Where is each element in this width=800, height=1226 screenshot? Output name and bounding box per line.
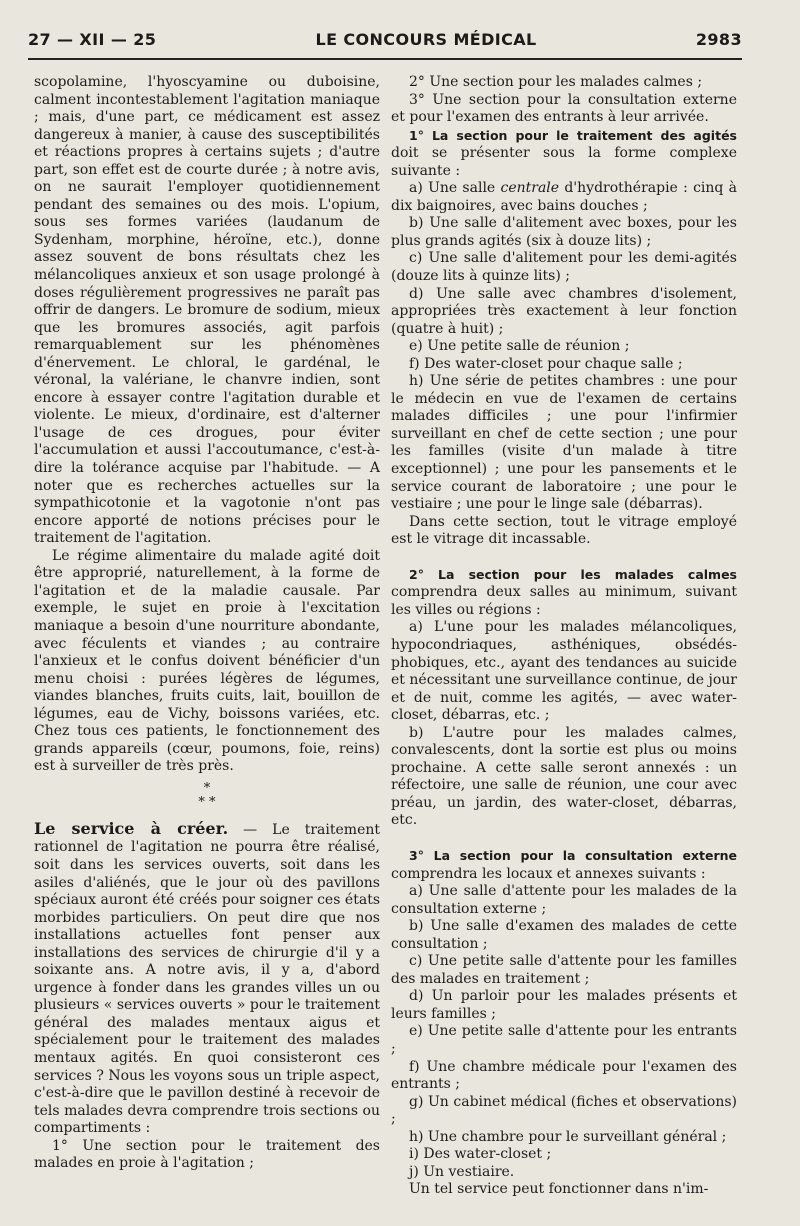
item-reunion: e) Une petite salle de réunion ; <box>409 338 630 355</box>
paragraph-section-one: 1° Une section pour le traitement des malades en proie à l'agitation ; <box>34 1137 380 1172</box>
item-convalescents: b) L'autre pour les malades calmes, convalescents, dont la sortie est plus ou moins prochaine. A cette salle seront annexés : un réfectoire, une salle de réunion, une cour avec préau, un jardin, des water-closet, débarras, etc. <box>391 724 737 829</box>
list-line-consultation: 3° Une section pour la consultation externe et pour l'examen des entrants à leur arrivée. <box>391 91 737 126</box>
item-alitement-demi: c) Une salle d'alitement pour les demi-agités (douze lits à quinze lits) ; <box>391 250 737 285</box>
item-attente-familles: c) Une petite salle d'attente pour les familles des malades en traitement ; <box>391 953 737 987</box>
section-consultation-intro <box>391 847 737 883</box>
item-a-prefix: a) Une salle <box>409 180 496 197</box>
section-calmes-heading: 2° La section pour les malades calmes <box>409 566 737 582</box>
section-agites-intro <box>391 127 737 181</box>
item-alitement-boxes: b) Une salle d'alitement avec boxes, pour les plus grands agités (six à douze lits) ; <box>391 215 737 249</box>
section-consultation-intro-text: comprendra les locaux et annexes suivants : <box>391 865 706 882</box>
item-chambre-medicale: f) Une chambre médicale pour l'examen des entrants ; <box>391 1058 737 1093</box>
item-isolement: d) Une salle avec chambres d'isolement, appropriées très exactement à leur fonction (quatre à huit) ; <box>391 285 737 337</box>
item-attente-externe: a) Une salle d'attente pour les malades de la consultation externe ; <box>391 883 737 917</box>
item-cabinet-medical: g) Un cabinet médical (fiches et observations) ; <box>391 1093 737 1128</box>
running-header <box>28 30 742 56</box>
item-water-closet-2: i) Des water-closet ; <box>409 1146 552 1163</box>
item-a-suffix: d'hydrothérapie : cinq à dix baignoires, avec bains douches ; <box>391 180 737 214</box>
item-attente-entrants: e) Une petite salle d'attente pour les entrants ; <box>391 1023 737 1057</box>
separator-stars-bottom: * * <box>198 794 216 810</box>
header-rule <box>28 58 742 60</box>
paragraph-service-text: — Le traitement rationnel de l'agitation ne pourra être réalisé, soit dans les services ouverts, soit dans les asiles d'aliénés, que le jour où des pavillons spéciaux auront été créés pour soigner ces états morbides particuliers. On peut dire que nos installations actuelles font penser aux installations des services de chirurgie d'il y a soixante ans. A notre avis, il y a, d'abord urgence à fonder dans les grandes villes un ou plusieurs « services ouverts » pour le traitement général des malades mentaux aigus et spécialement pour le traitement des malades mentaux agités. En quoi consisteront ces services ? Nous les voyons sous un triple aspect, c'est-à-dire que le pavillon destiné à recevoir de tels malades devra comprendre trois sections ou compartiments : <box>34 821 380 1137</box>
header-page-number: 2983 <box>695 30 742 49</box>
section-agites-heading: 1° La section pour le traitement des agités <box>409 127 737 143</box>
paragraph-diet: Le régime alimentaire du malade agité doit être approprié, naturellement, à la forme de l'agitation et de la maladie causale. Par exemple, le sujet en proie à l'excitation maniaque a besoin d'une nourriture abondante, avec féculents et viandes ; au contraire l'anxieux et le confus doivent bénéficier d'un menu choisi : purées légères de légumes, viandes blanches, fruits cuits, lait, bouillon de légumes, eau de Vichy, boissons variées, etc. Chez tous ces patients, le fonctionnement des grands appareils (cœur, poumons, foie, reins) est à surveiller de très près. <box>34 547 380 775</box>
item-water-closet: f) Des water-closet pour chaque salle ; <box>409 355 683 372</box>
item-petites-chambres: h) Une série de petites chambres : une pour le médecin en vue de l'examen de certains malades difficiles ; une pour l'infirmier surveillant en chef de cette section ; une pour les familles (visite d'un malade à titre exceptionnel) ; une pour les pansements et le service courant de laboratoire ; une pour le vestiaire ; une pour le linge sale (débarras). <box>391 373 737 513</box>
section-calmes-intro-text: comprendra deux salles au minimum, suivant les villes ou régions : <box>391 584 737 618</box>
item-a-italic: centrale <box>500 180 560 197</box>
item-surveillant: h) Une chambre pour le surveillant général ; <box>409 1128 727 1145</box>
header-date: 27 — XII — 25 <box>28 30 157 49</box>
section-separator <box>34 782 380 810</box>
item-melancoliques: a) L'une pour les malades mélancoliques, hypocondriaques, asthéniques, obsédés-phobiques, etc., ayant des tendances au suicide et nécessitant une surveillance continue, de jour et de nuit, comme les agités, — avec water-closet, débarras, etc. ; <box>391 619 737 724</box>
paragraph-vitrage: Dans cette section, tout le vitrage employé est le vitrage dit incassable. <box>391 513 737 548</box>
paragraph-continuation: Un tel service peut fonctionner dans n'im- <box>409 1181 709 1198</box>
section-calmes-intro <box>391 566 737 620</box>
item-parloir: d) Un parloir pour les malades présents et leurs familles ; <box>391 988 737 1022</box>
list-line-calmes: 2° Une section pour les malades calmes ; <box>409 74 703 90</box>
section-consultation-heading: 3° La section pour la consultation externe <box>409 847 737 863</box>
item-vestiaire: j) Un vestiaire. <box>409 1163 515 1180</box>
header-journal-title: LE CONCOURS MÉDICAL <box>315 30 537 49</box>
right-column <box>391 74 737 1199</box>
paragraph-drugs: scopolamine, l'hyoscyamine ou duboisine, calment incontestablement l'agitation maniaque ; mais, d'une part, ce médicament est assez dangereux à manier, à cause des susceptibilités et réactions propres à certains sujets ; d'autre part, son effet est de courte durée ; à notre avis, on ne saurait l'employer quotidiennement pendant des semaines ou des mois. L'opium, sous ses formes variées (laudanum de Sydenham, morphine, héroïne, etc.), donne assez souvent de bons résultats chez les mélancoliques anxieux et son usage prolongé à doses régulièrement progressives ne paraît pas offrir de dangers. Le bromure de sodium, mieux que les bromures associés, agit parfois remarquablement sur les phénomènes d'énervement. Le chloral, le gardénal, le véronal, la valériane, le chanvre indien, sont encore à essayer contre l'agitation durable et violente. Le mieux, d'ordinaire, est d'alterner l'usage de ces drogues, pour éviter l'accumulation et aussi l'accoutumance, c'est-à-dire la tolérance acquise par l'habitude. — A noter que es recherches actuelles sur la sympathicotonie et la vagotonie n'ont pas encore apporté de notions précises pour le traitement de l'agitation. <box>34 74 380 547</box>
left-column <box>34 74 380 1173</box>
item-examen: b) Une salle d'examen des malades de cette consultation ; <box>391 918 737 952</box>
lead-heading: Le service à créer. <box>34 818 229 838</box>
separator-star-top: * <box>203 780 211 796</box>
paragraph-service <box>34 820 380 1138</box>
item-hydrotherapie <box>391 180 737 215</box>
section-agites-intro-text: doit se présenter sous la forme complexe suivante : <box>391 145 737 179</box>
